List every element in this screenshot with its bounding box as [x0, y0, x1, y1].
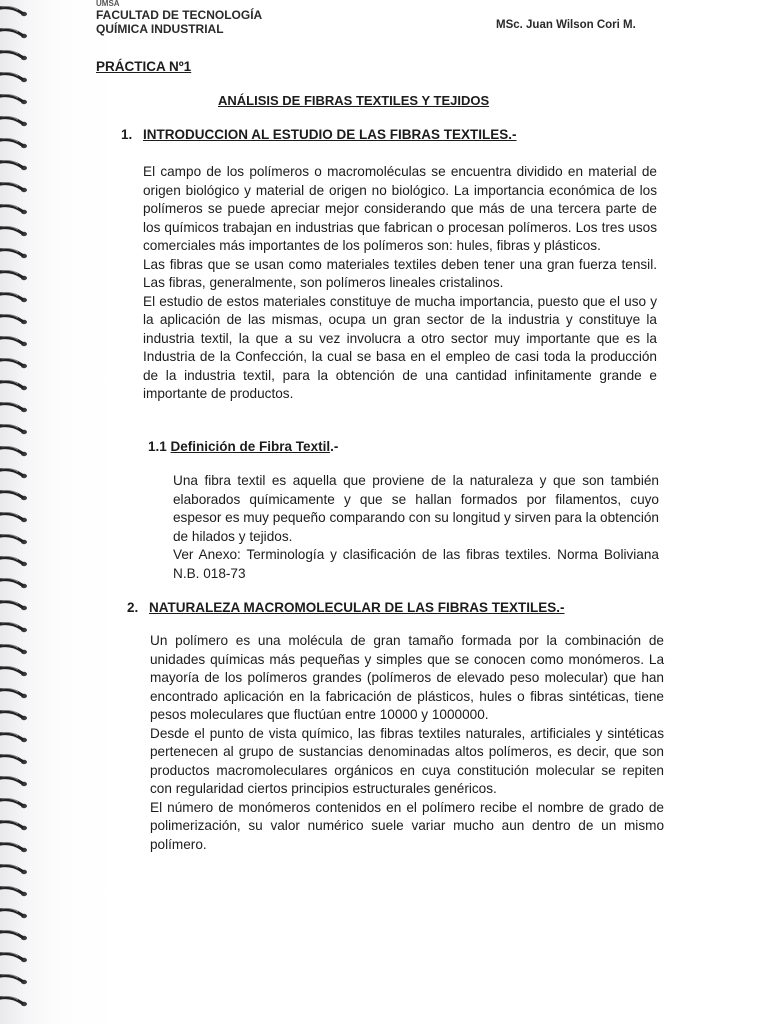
spiral-coil: [0, 908, 27, 918]
spiral-coil: [0, 864, 27, 874]
spiral-coil: [0, 248, 27, 258]
spiral-coil: [0, 182, 27, 192]
spiral-coil: [0, 6, 27, 16]
spiral-coil: [0, 380, 27, 390]
practica-label: PRÁCTICA Nº1: [96, 59, 192, 74]
section-1-number: 1.: [121, 127, 133, 142]
header-institution: [96, 0, 262, 36]
subsection-1-1-number: 1.1: [148, 439, 167, 454]
spiral-coil: [0, 94, 27, 104]
section-1-title: INTRODUCCION AL ESTUDIO DE LAS FIBRAS TEXTILES.-: [143, 127, 517, 142]
header-department: QUÍMICA INDUSTRIAL: [96, 22, 224, 36]
spiral-coil: [0, 534, 27, 544]
subsection-1-1-title: Definición de Fibra Textil: [170, 439, 331, 454]
section-1-body: [143, 163, 657, 404]
section-1-paragraph-1: El campo de los polímeros o macromoléculas se encuentra dividido en material de origen biológico y material de origen no biológico. La importancia económica de los polímeros se puede apreciar mejor considerando que más de una tercera parte de los químicos trabajan en industrias que fabrican o procesan polímeros. Los tres usos comerciales más importantes de los polímeros son: hules, fibras y plásticos.: [143, 164, 657, 253]
section-2-body: [150, 632, 664, 854]
spiral-coil: [0, 490, 27, 500]
spiral-coil: [0, 512, 27, 522]
spiral-coil: [0, 710, 27, 720]
spiral-coil: [0, 50, 27, 60]
spiral-coil: [0, 600, 27, 610]
section-2-paragraph-3: El número de monómeros contenidos en el polímero recibe el nombre de grado de polimerización, su valor numérico suele variar mucho aun dentro de un mismo polímero.: [150, 799, 664, 852]
spiral-coil: [0, 138, 27, 148]
spiral-coil: [0, 226, 27, 236]
spiral-coil: [0, 952, 27, 962]
section-2-number: 2.: [127, 600, 139, 615]
document-title: ANÁLISIS DE FIBRAS TEXTILES Y TEJIDOS: [218, 93, 490, 108]
subsection-1-1-heading: [148, 439, 338, 454]
spiral-coil: [0, 688, 27, 698]
spiral-coil: [0, 556, 27, 566]
section-2-paragraph-2: Desde el punto de vista químico, las fibras textiles naturales, artificiales y sintéticas pertenecen al grupo de sustancias denominadas altos polímeros, es decir, que son productos macromoleculares orgánicos en cuya constitución molecular se repiten con regularidad ciertos principios estructurales genéricos.: [150, 725, 664, 796]
spiral-coil: [0, 424, 27, 434]
spiral-coil: [0, 974, 27, 984]
spiral-coil: [0, 72, 27, 82]
section-1-paragraph-3: El estudio de estos materiales constituye de mucha importancia, puesto que el uso y la aplicación de las mismas, ocupa un gran sector de la industria y constituye la industria textil, la que a su vez involucra a otro sector muy importante que es la Industria de la Confección, la cual se basa en el empleo de casi toda la producción de la industria textil, para la obtención de una cantidad infinitamente grande e importante de productos.: [143, 293, 657, 401]
header-university: UMSA: [96, 0, 120, 8]
spiral-coil: [0, 446, 27, 456]
header-author: MSc. Juan Wilson Cori M.: [496, 19, 636, 31]
spiral-coil: [0, 996, 27, 1006]
header-faculty: FACULTAD DE TECNOLOGÍA: [96, 8, 263, 22]
spiral-coil: [0, 842, 27, 852]
spiral-coil: [0, 28, 27, 38]
spiral-coil: [0, 930, 27, 940]
spiral-coil: [0, 886, 27, 896]
spiral-coil: [0, 622, 27, 632]
spiral-coil: [0, 776, 27, 786]
spiral-coil: [0, 358, 27, 368]
spiral-coil: [0, 754, 27, 764]
spiral-coil: [0, 204, 27, 214]
spiral-coil: [0, 336, 27, 346]
spiral-coil: [0, 314, 27, 324]
spiral-coil: [0, 798, 27, 808]
spiral-coil: [0, 644, 27, 654]
spiral-binding: [0, 0, 40, 1024]
section-2-paragraph-1: Un polímero es una molécula de gran tamaño formada por la combinación de unidades químicas más pequeñas y simples que se conocen como monómeros. La mayoría de los polímeros grandes (polímeros de elevado peso molecular) que han encontrado aplicación en la fabricación de plásticos, hules o fibras sintéticas, tiene pesos moleculares que fluctúan entre 10000 y 1000000.: [150, 633, 664, 722]
section-1-heading: [121, 127, 517, 142]
spiral-coil: [0, 578, 27, 588]
section-2-title: NATURALEZA MACROMOLECULAR DE LAS FIBRAS TEXTILES.-: [149, 600, 565, 615]
subsection-1-1-suffix: .-: [330, 439, 339, 454]
subsection-1-1-paragraph-1: Una fibra textil es aquella que proviene de la naturaleza y que son también elaborados químicamente y que se hallan formados por filamentos, cuyo espesor es muy pequeño comparando con su longitud y sirven para la obtención de hilados y tejidos.: [173, 473, 659, 544]
spiral-coil: [0, 820, 27, 830]
subsection-1-1-paragraph-2: Ver Anexo: Terminología y clasificación de las fibras textiles. Norma Boliviana N.B. 018-73: [173, 547, 659, 581]
spiral-coil: [0, 292, 27, 302]
section-1-paragraph-2: Las fibras que se usan como materiales textiles deben tener una gran fuerza tensil. Las fibras, generalmente, son polímeros lineales cristalinos.: [143, 256, 657, 290]
spiral-coil: [0, 270, 27, 280]
section-2-heading: [127, 600, 564, 615]
spiral-coil: [0, 402, 27, 412]
subsection-1-1-body: [173, 472, 659, 583]
spiral-coil: [0, 468, 27, 478]
spiral-coil: [0, 116, 27, 126]
spiral-coil: [0, 666, 27, 676]
spiral-coil: [0, 160, 27, 170]
spiral-coil: [0, 732, 27, 742]
